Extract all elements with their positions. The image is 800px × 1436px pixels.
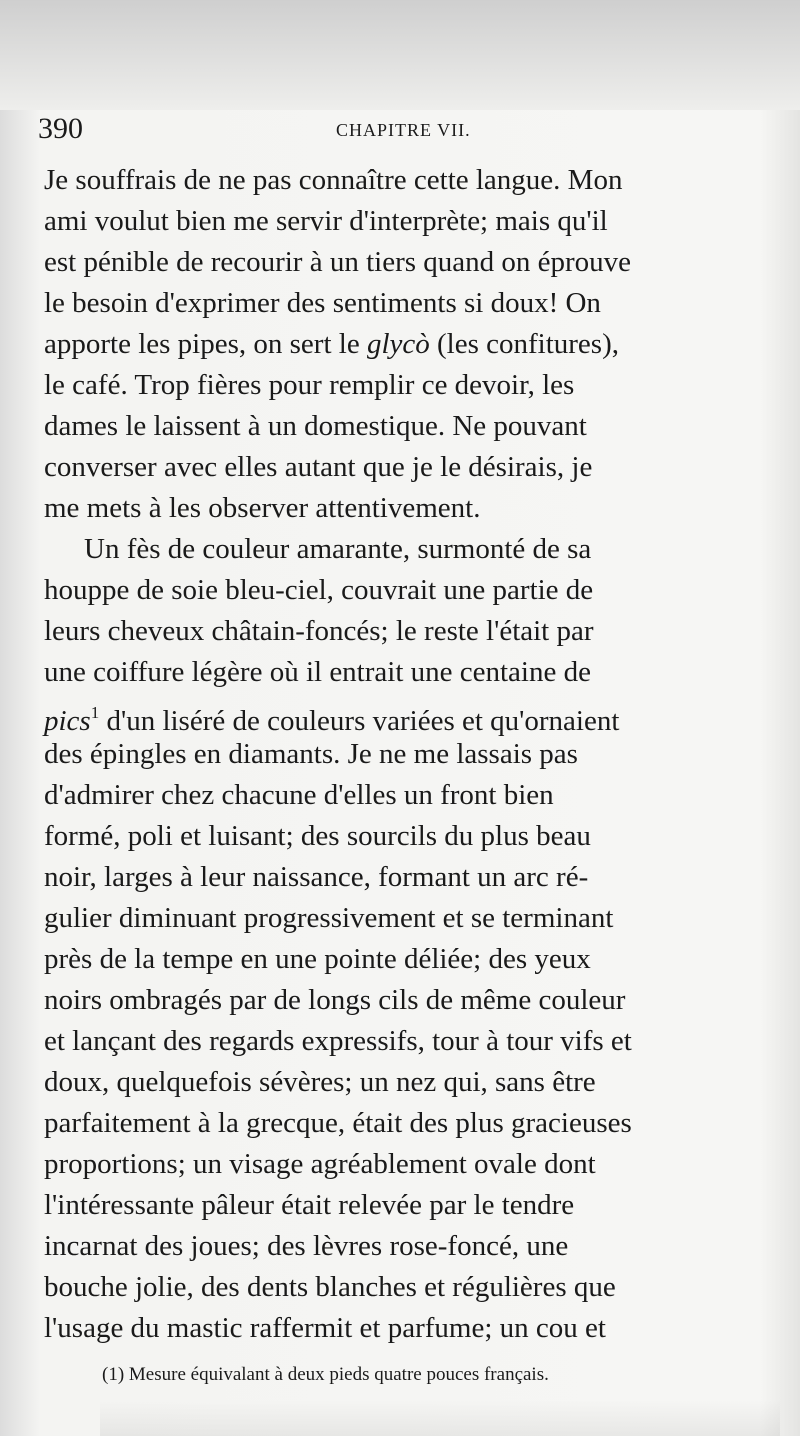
- italic-term: pics: [44, 705, 91, 737]
- text-line: ami voulut bien me servir d'interprète; mais qu'il: [44, 205, 608, 237]
- page-header: [38, 112, 758, 152]
- text-line: houppe de soie bleu-ciel, couvrait une partie de: [44, 574, 594, 606]
- page-number: 390: [38, 112, 83, 145]
- text-line: noir, larges à leur naissance, formant un arc ré-: [44, 861, 589, 893]
- text-line: des épingles en diamants. Je ne me lassais pas: [44, 738, 578, 770]
- running-title: CHAPITRE VII.: [336, 120, 471, 140]
- text-line: l'usage du mastic raffermit et parfume; un cou et: [44, 1312, 606, 1344]
- text-line: formé, poli et luisant; des sourcils du plus beau: [44, 820, 591, 852]
- text-line: près de la tempe en une pointe déliée; des yeux: [44, 943, 591, 975]
- text-line: incarnat des joues; des lèvres rose-foncé, une: [44, 1230, 569, 1262]
- text-line: dames le laissent à un domestique. Ne pouvant: [44, 410, 587, 442]
- text-segment: d'un liséré de couleurs variées et qu'ornaient: [99, 705, 620, 737]
- footnote: (1) Mesure équivalant à deux pieds quatre pouces français.: [102, 1364, 549, 1385]
- text-line: et lançant des regards expressifs, tour à tour vifs et: [44, 1025, 632, 1057]
- text-line: gulier diminuant progressivement et se terminant: [44, 902, 614, 934]
- page-top-shadow: [0, 0, 800, 110]
- text-line: bouche jolie, des dents blanches et régulières que: [44, 1271, 616, 1303]
- text-line: doux, quelquefois sévères; un nez qui, sans être: [44, 1066, 596, 1098]
- text-line: proportions; un visage agréablement ovale dont: [44, 1148, 596, 1180]
- text-line: me mets à les observer attentivement.: [44, 492, 481, 524]
- text-line: l'intéressante pâleur était relevée par le tendre: [44, 1189, 575, 1221]
- bleed-through-shadow: [100, 1400, 780, 1436]
- text-line: le café. Trop fières pour remplir ce devoir, les: [44, 369, 575, 401]
- text-segment: (les confitures),: [429, 328, 619, 360]
- italic-term: glycò: [366, 328, 430, 360]
- text-line: noirs ombragés par de longs cils de même couleur: [44, 984, 626, 1016]
- text-line: leurs cheveux châtain-foncés; le reste l'était par: [44, 615, 594, 647]
- text-line: le besoin d'exprimer des sentiments si doux! On: [44, 287, 601, 319]
- text-line: parfaitement à la grecque, était des plus gracieuses: [44, 1107, 632, 1139]
- text-line: Un fès de couleur amarante, surmonté de sa: [84, 533, 592, 565]
- text-line: d'admirer chez chacune d'elles un front bien: [44, 779, 554, 811]
- text-line: est pénible de recourir à un tiers quand on éprouve: [44, 246, 632, 278]
- text-line: [44, 324, 619, 364]
- footnote-marker: 1: [90, 703, 100, 722]
- text-line: Je souffrais de ne pas connaître cette langue. Mon: [44, 164, 623, 196]
- text-line: une coiffure légère où il entrait une centaine de: [44, 656, 591, 688]
- text-segment: apporte les pipes, on sert le: [44, 328, 360, 360]
- text-line: converser avec elles autant que je le désirais, je: [44, 451, 593, 483]
